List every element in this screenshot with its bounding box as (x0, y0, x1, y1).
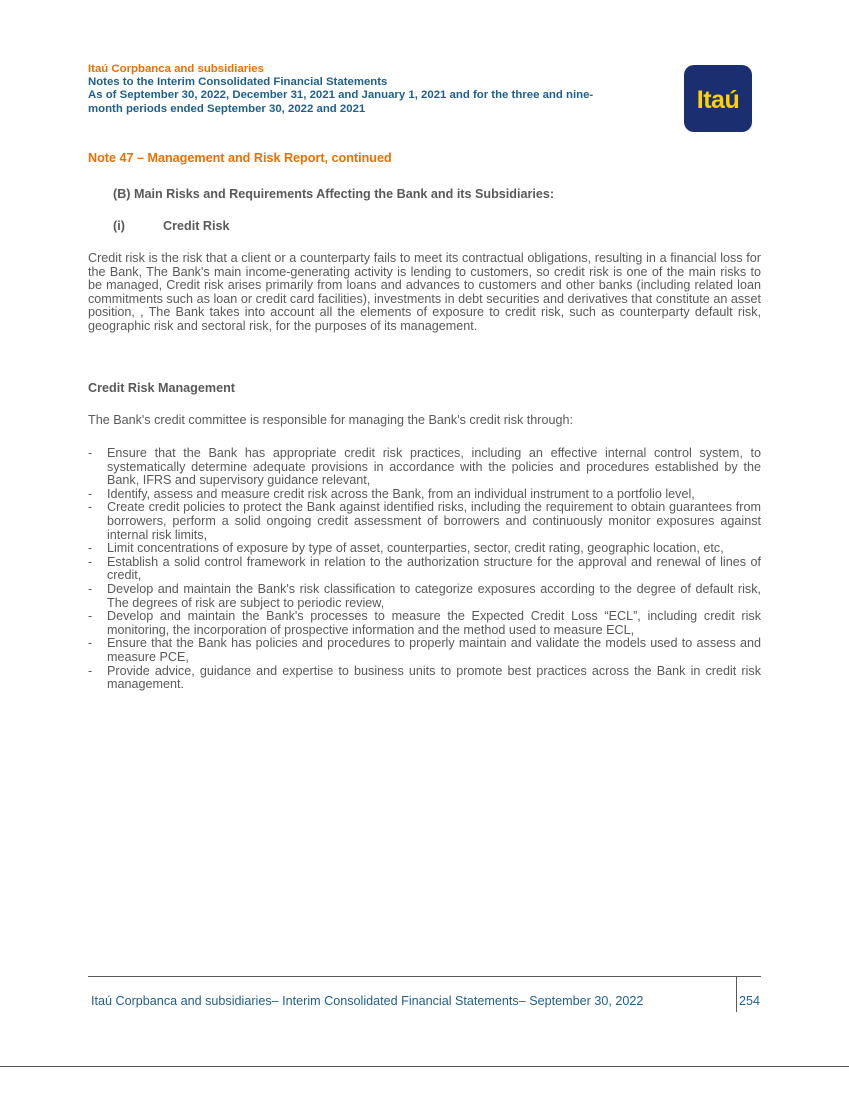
list-item (88, 637, 761, 664)
bullet-dash: - (88, 486, 93, 501)
bullet-dash: - (88, 541, 93, 556)
bullet-dash: - (88, 609, 93, 624)
list-item (88, 556, 761, 583)
list-item (88, 542, 761, 556)
header-company: Itaú Corpbanca and subsidiaries (88, 63, 264, 75)
section-i-title: Credit Risk (163, 219, 230, 233)
section-b-heading: (B) Main Risks and Requirements Affecting the Bank and its Subsidiaries: (113, 187, 555, 201)
bullet-dash: - (88, 581, 93, 596)
responsibilities-list (88, 447, 761, 692)
list-item-text: Provide advice, guidance and expertise to business units to promote best practices across the Bank in credit risk management. (107, 663, 761, 692)
credit-risk-paragraph: Credit risk is the risk that a client or a counterparty fails to meet its contractual obligations, resulting in a financial loss for the Bank, The Bank's main income-generating activity is lending to customers, so credit risk is one of the main risks to be managed, Credit risk arises primarily from loans and advances to customers and other banks (including related loan commitments such as loan or credit card facilities), investments in debt securities and derivatives that constitute an asset position, , The Bank takes into account all the elements of exposure to credit risk, such as counterparty default risk, geographic risk and sectoral risk, for the purposes of its management. (88, 251, 761, 333)
page-bottom-divider (0, 1066, 849, 1067)
logo-text: Itaú (696, 86, 740, 114)
page-number: 254 (739, 994, 761, 1008)
credit-risk-management-heading: Credit Risk Management (88, 381, 235, 395)
note-title: Note 47 – Management and Risk Report, continued (88, 151, 392, 165)
footer-text: Itaú Corpbanca and subsidiaries– Interim Consolidated Financial Statements– September 30, 2022 (91, 994, 644, 1008)
itau-logo (684, 65, 752, 132)
list-item-text: Limit concentrations of exposure by type of asset, counterparties, sector, credit rating, geographic location, etc, (107, 541, 724, 556)
page-header (88, 63, 668, 116)
list-item-text: Identify, assess and measure credit risk across the Bank, from an individual instrument to a portfolio level, (107, 486, 695, 501)
list-item-text: Establish a solid control framework in relation to the authorization structure for the approval and renewal of lines of credit, (107, 554, 761, 583)
list-item (88, 447, 761, 488)
bullet-dash: - (88, 663, 93, 678)
list-item-text: Develop and maintain the Bank's risk classification to categorize exposures according to the degree of default risk, The degrees of risk are subject to periodic review, (107, 581, 761, 610)
list-item (88, 610, 761, 637)
list-item-text: Ensure that the Bank has policies and procedures to properly maintain and validate the models used to assess and measure PCE, (107, 636, 761, 664)
list-item-text: Ensure that the Bank has appropriate credit risk practices, including an effective internal control system, to systematically determine adequate provisions in accordance with the policies and procedures established by the Bank, IFRS and supervisory guidance relevant, (107, 446, 761, 488)
bullet-dash: - (88, 500, 93, 515)
list-item-text: Create credit policies to protect the Bank against identified risks, including the requirement to obtain guarantees from borrowers, perform a solid ongoing credit assessment of borrowers and continuously monitor exposures against internal risk limits, (107, 500, 761, 542)
section-i-number: (i) (113, 219, 125, 233)
header-period-line2: month periods ended September 30, 2022 and 2021 (88, 102, 366, 115)
committee-paragraph: The Bank's credit committee is responsible for managing the Bank's credit risk through: (88, 413, 573, 427)
header-doc-title: Notes to the Interim Consolidated Financial Statements (88, 76, 388, 89)
list-item (88, 488, 761, 502)
header-period-line1: As of September 30, 2022, December 31, 2021 and January 1, 2021 and for the three and nine- (88, 89, 594, 102)
list-item (88, 665, 761, 692)
bullet-dash: - (88, 554, 93, 569)
bullet-dash: - (88, 446, 93, 460)
section-i-heading (113, 219, 230, 233)
footer-page-divider (736, 976, 737, 1012)
bullet-dash: - (88, 636, 93, 651)
footer-divider (88, 976, 761, 977)
list-item (88, 583, 761, 610)
list-item (88, 501, 761, 542)
list-item-text: Develop and maintain the Bank's processes to measure the Expected Credit Loss “ECL”, including credit risk monitoring, the incorporation of prospective information and the method used to measure ECL, (107, 609, 761, 637)
